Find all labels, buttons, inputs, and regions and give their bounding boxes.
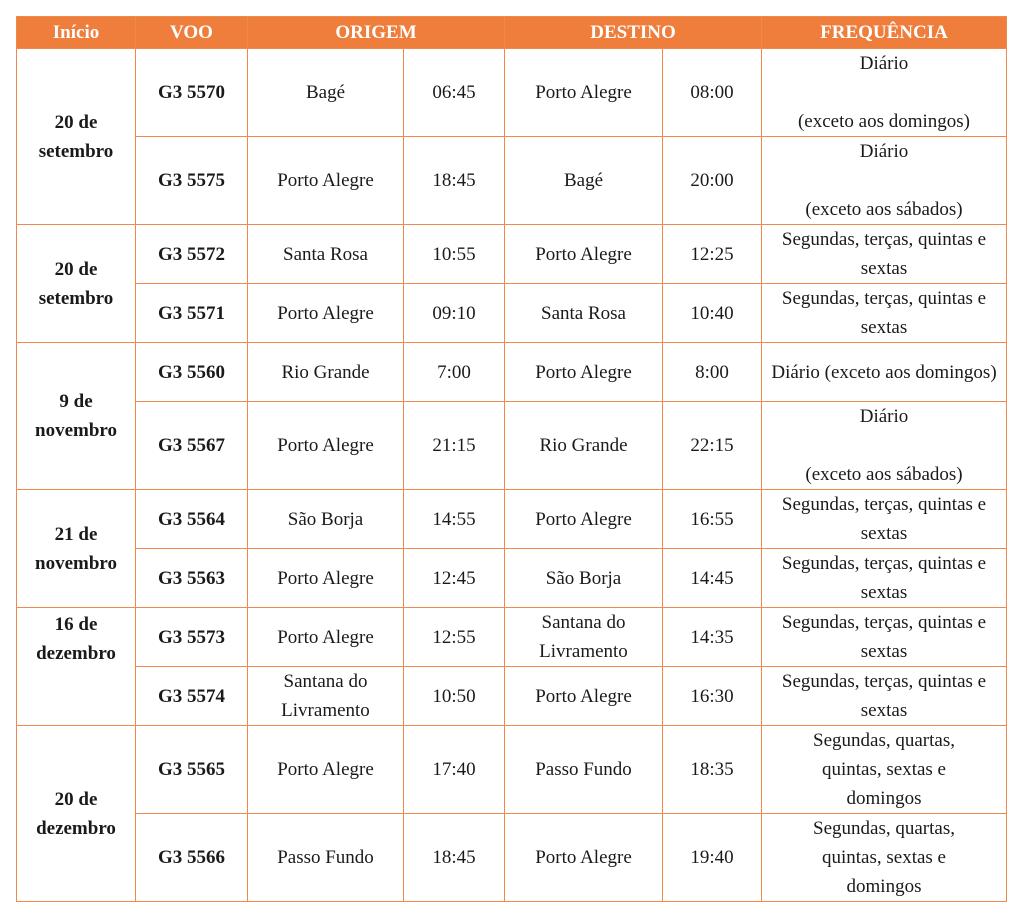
table-row [17, 137, 1007, 225]
frequency [762, 137, 1007, 225]
frequency-line: Diário [859, 406, 909, 427]
frequency: Segundas, terças, quintas e sextas [762, 549, 1007, 608]
flight-number: G3 5566 [136, 814, 248, 902]
departure-time: 12:55 [404, 608, 505, 667]
flight-schedule-table [16, 16, 1007, 902]
table-row [17, 726, 1007, 814]
flight-number: G3 5575 [136, 137, 248, 225]
origin: Porto Alegre [248, 608, 404, 667]
arrival-time: 14:35 [663, 608, 762, 667]
start-date: 20 de dezembro [17, 726, 136, 902]
destination: Santana do Livramento [505, 608, 663, 667]
destination: Passo Fundo [505, 726, 663, 814]
flight-number: G3 5563 [136, 549, 248, 608]
table-row [17, 225, 1007, 284]
start-date: 9 de novembro [17, 343, 136, 490]
frequency: Segundas, terças, quintas e sextas [762, 490, 1007, 549]
arrival-time: 08:00 [663, 49, 762, 137]
arrival-time: 10:40 [663, 284, 762, 343]
departure-time: 21:15 [404, 402, 505, 490]
origin: Porto Alegre [248, 284, 404, 343]
origin: São Borja [248, 490, 404, 549]
flight-number: G3 5573 [136, 608, 248, 667]
departure-time: 10:50 [404, 667, 505, 726]
destination: São Borja [505, 549, 663, 608]
header-destino: DESTINO [505, 17, 762, 49]
destination: Santa Rosa [505, 284, 663, 343]
flight-number: G3 5567 [136, 402, 248, 490]
frequency: Segundas, quartas, quintas, sextas e domingos [762, 814, 1007, 902]
table-row [17, 667, 1007, 726]
frequency-line: Diário [859, 53, 909, 74]
arrival-time: 18:35 [663, 726, 762, 814]
frequency: Segundas, terças, quintas e sextas [762, 225, 1007, 284]
table-row [17, 284, 1007, 343]
flight-number: G3 5571 [136, 284, 248, 343]
table-row [17, 402, 1007, 490]
destination: Porto Alegre [505, 667, 663, 726]
destination: Porto Alegre [505, 490, 663, 549]
origin: Santana do Livramento [248, 667, 404, 726]
table-row [17, 549, 1007, 608]
departure-time: 10:55 [404, 225, 505, 284]
destination: Porto Alegre [505, 49, 663, 137]
start-date: 21 de novembro [17, 490, 136, 608]
table-row [17, 49, 1007, 137]
departure-time: 7:00 [404, 343, 505, 402]
table-row [17, 814, 1007, 902]
header-frequencia: FREQUÊNCIA [762, 17, 1007, 49]
origin: Santa Rosa [248, 225, 404, 284]
arrival-time: 14:45 [663, 549, 762, 608]
frequency-line: (exceto aos sábados) [805, 464, 963, 485]
departure-time: 06:45 [404, 49, 505, 137]
header-voo: VOO [136, 17, 248, 49]
flight-number: G3 5570 [136, 49, 248, 137]
origin: Porto Alegre [248, 137, 404, 225]
start-date: 20 de setembro [17, 49, 136, 225]
destination: Bagé [505, 137, 663, 225]
arrival-time: 16:30 [663, 667, 762, 726]
frequency: Segundas, quartas, quintas, sextas e domingos [762, 726, 1007, 814]
destination: Porto Alegre [505, 814, 663, 902]
departure-time: 17:40 [404, 726, 505, 814]
arrival-time: 12:25 [663, 225, 762, 284]
origin: Porto Alegre [248, 402, 404, 490]
flight-number: G3 5564 [136, 490, 248, 549]
arrival-time: 8:00 [663, 343, 762, 402]
start-date: 20 de setembro [17, 225, 136, 343]
destination: Rio Grande [505, 402, 663, 490]
flight-number: G3 5560 [136, 343, 248, 402]
flight-number: G3 5565 [136, 726, 248, 814]
header-row [17, 17, 1007, 49]
origin: Passo Fundo [248, 814, 404, 902]
frequency: Diário (exceto aos domingos) [762, 343, 1007, 402]
header-origem: ORIGEM [248, 17, 505, 49]
table-row [17, 343, 1007, 402]
flight-number: G3 5572 [136, 225, 248, 284]
departure-time: 18:45 [404, 814, 505, 902]
frequency-line: Diário [859, 141, 909, 162]
origin: Rio Grande [248, 343, 404, 402]
frequency [762, 402, 1007, 490]
arrival-time: 19:40 [663, 814, 762, 902]
frequency-line: (exceto aos domingos) [797, 111, 970, 132]
table-row [17, 490, 1007, 549]
departure-time: 14:55 [404, 490, 505, 549]
arrival-time: 20:00 [663, 137, 762, 225]
arrival-time: 16:55 [663, 490, 762, 549]
frequency: Segundas, terças, quintas e sextas [762, 284, 1007, 343]
origin: Bagé [248, 49, 404, 137]
frequency: Segundas, terças, quintas e sextas [762, 667, 1007, 726]
header-inicio: Início [17, 17, 136, 49]
departure-time: 12:45 [404, 549, 505, 608]
departure-time: 18:45 [404, 137, 505, 225]
departure-time: 09:10 [404, 284, 505, 343]
frequency-line: (exceto aos sábados) [805, 199, 963, 220]
origin: Porto Alegre [248, 549, 404, 608]
origin: Porto Alegre [248, 726, 404, 814]
flight-number: G3 5574 [136, 667, 248, 726]
start-date: 16 de dezembro [17, 608, 136, 726]
frequency: Segundas, terças, quintas e sextas [762, 608, 1007, 667]
frequency [762, 49, 1007, 137]
table-row [17, 608, 1007, 667]
destination: Porto Alegre [505, 343, 663, 402]
arrival-time: 22:15 [663, 402, 762, 490]
destination: Porto Alegre [505, 225, 663, 284]
